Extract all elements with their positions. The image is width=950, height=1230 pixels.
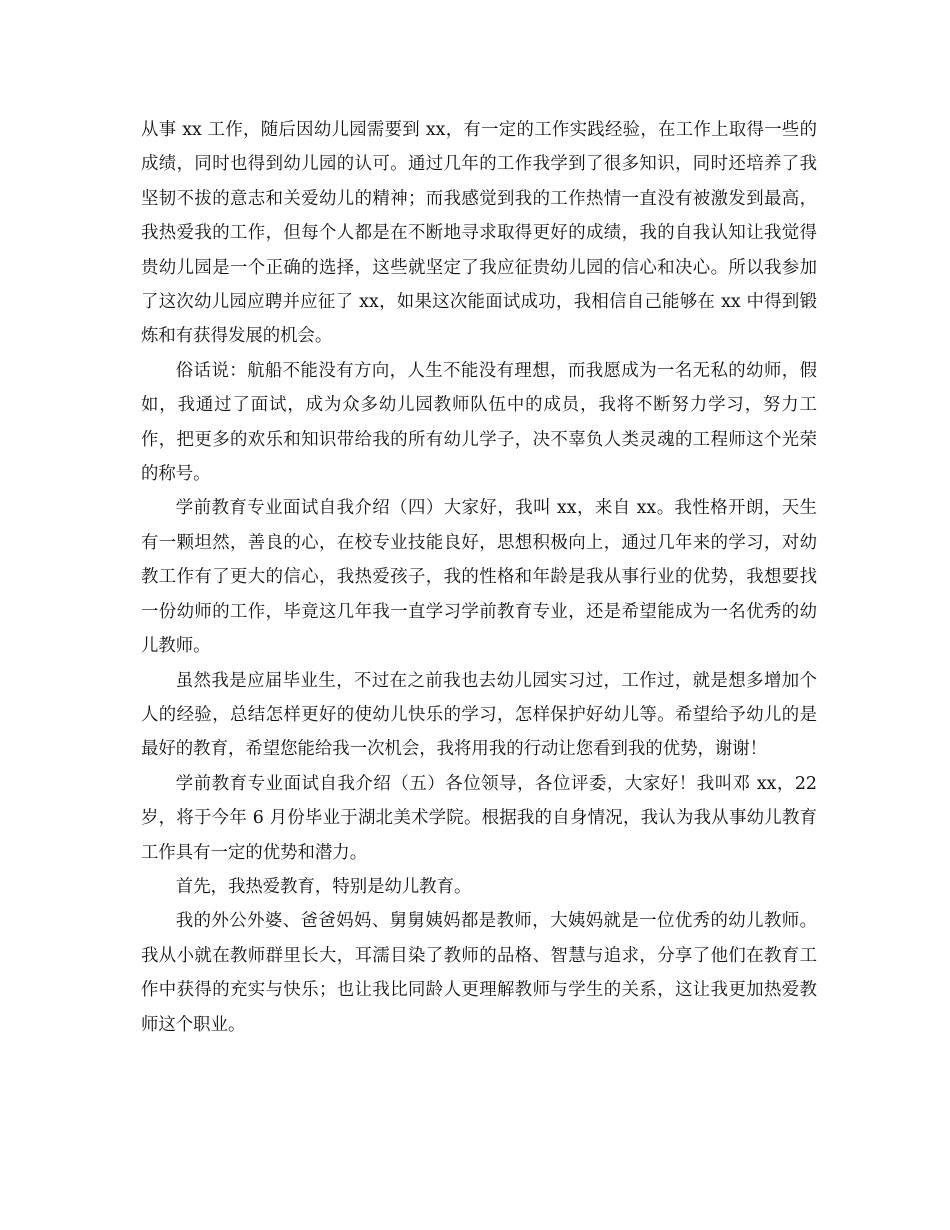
paragraph-self-intro-4: 学前教育专业面试自我介绍（四）大家好，我叫 xx，来自 xx。我性格开朗，天生有一颗坦然，善良的心，在校专业技能良好，思想积极向上，通过几年来的学习，对幼教工作有了更大的信心，我热爱孩子，我的性格和年龄是我从事行业的优势，我想要找一份幼师的工作，毕竟这几年我一直学习学前教育专业，还是希望能成为一名优秀的幼儿教师。 [141,498,817,657]
paragraph-first-point: 首先，我热爱教育，特别是幼儿教育。 [175,876,472,897]
paragraph-proverb: 俗话说：航船不能没有方向，人生不能没有理想，而我愿成为一名无私的幼师，假如，我通过了面试，成为众多幼儿园教师队伍中的成员，我将不断努力学习，努力工作，把更多的欢乐和知识带给我的所有幼儿学子，决不辜负人类灵魂的工程师这个光荣的称号。 [141,360,817,485]
paragraph-family-teachers: 我的外公外婆、爸爸妈妈、舅舅姨妈都是教师，大姨妈就是一位优秀的幼儿教师。我从小就在教师群里长大，耳濡目染了教师的品格、智慧与追求，分享了他们在教育工作中获得的充实与快乐；也让我比同龄人更理解教师与学生的关系，这让我更加热爱教师这个职业。 [141,911,817,1035]
document-body [141,113,817,1042]
paragraph-graduate-experience: 虽然我是应届毕业生，不过在之前我也去幼儿园实习过，工作过，就是想多增加个人的经验，总结怎样更好的使幼儿快乐的学习，怎样保护好幼儿等。希望给予幼儿的是最好的教育，希望您能给我一次机会，我将用我的行动让您看到我的优势，谢谢！ [141,670,817,760]
paragraph-self-intro-5: 学前教育专业面试自我介绍（五）各位领导，各位评委，大家好！我叫邓 xx，22 岁，将于今年 6 月份毕业于湖北美术学院。根据我的自身情况，我认为我从事幼儿教育工作具有一定的优势和潜力。 [141,773,817,863]
paragraph-intro-continued: 从事 xx 工作，随后因幼儿园需要到 xx，有一定的工作实践经验，在工作上取得一些的成绩，同时也得到幼儿园的认可。通过几年的工作我学到了很多知识，同时还培养了我坚韧不拔的意志和关爱幼儿的精神；而我感觉到我的工作热情一直没有被激发到最高，我热爱我的工作，但每个人都是在不断地寻求取得更好的成绩，我的自我认知让我觉得贵幼儿园是一个正确的选择，这些就坚定了我应征贵幼儿园的信心和决心。所以我参加了这次幼儿园应聘并应征了 xx，如果这次能面试成功，我相信自己能够在 xx 中得到锻炼和有获得发展的机会。 [141,120,817,347]
